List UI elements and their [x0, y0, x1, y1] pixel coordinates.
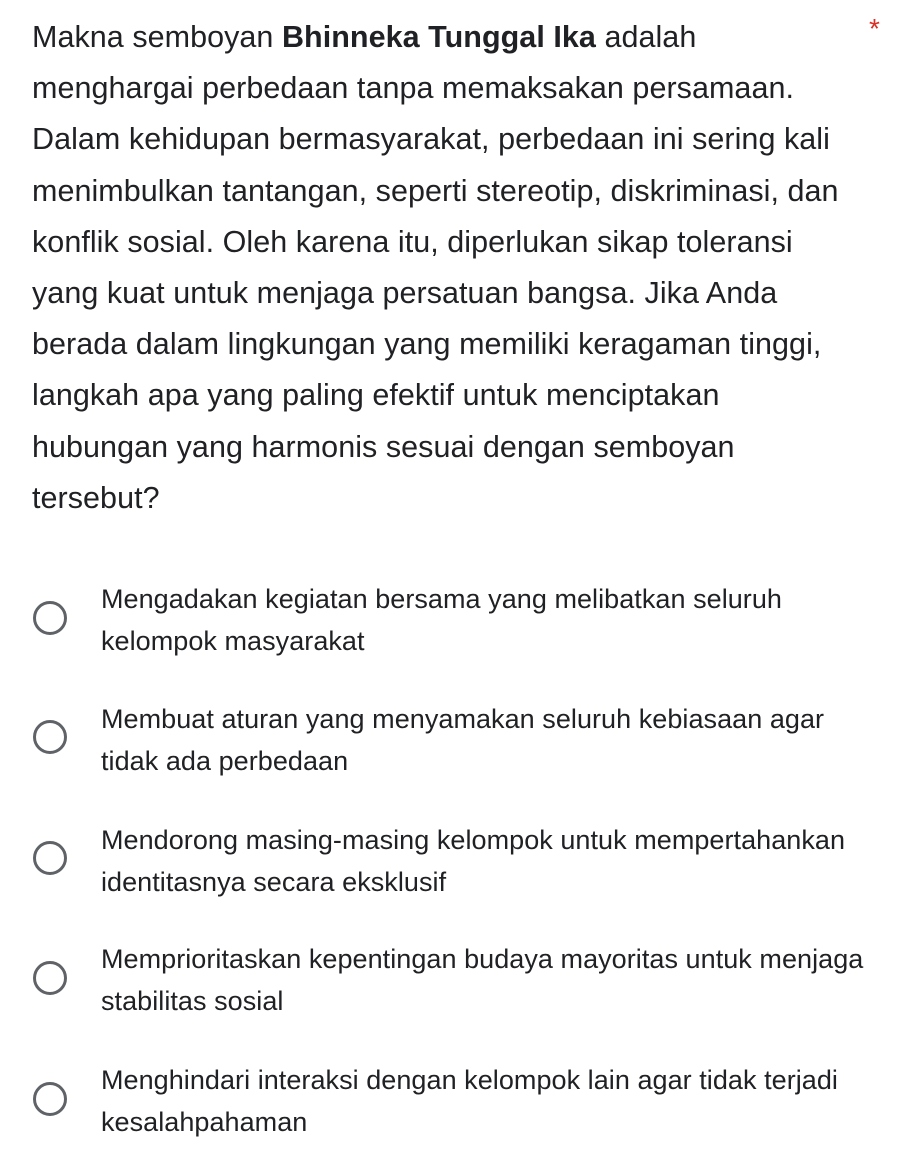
question-text-intro: Makna semboyan [32, 20, 282, 54]
option-1[interactable] [0, 575, 903, 665]
option-2[interactable] [0, 695, 903, 785]
question-text-body: adalah menghargai perbedaan tanpa memaksakan persamaan. Dalam kehidupan bermasyarakat, perbedaan ini sering kali menimbulkan tantangan, seperti stereotip, diskriminasi, dan konflik sosial. Oleh karena itu, diperlukan sikap toleransi yang kuat untuk menjaga persatuan bangsa. Jika Anda berada dalam lingkungan yang memiliki keragaman tinggi, langkah apa yang paling efektif untuk menciptakan hubungan yang harmonis sesuai dengan semboyan tersebut? [32, 20, 839, 515]
radio-circle-icon[interactable] [33, 841, 67, 875]
option-label: Memprioritaskan kepentingan budaya mayoritas untuk menjaga stabilitas sosial [101, 944, 864, 1016]
option-label: Mengadakan kegiatan bersama yang melibatkan seluruh kelompok masyarakat [101, 584, 782, 656]
option-label: Mendorong masing-masing kelompok untuk mempertahankan identitasnya secara eksklusif [101, 825, 846, 897]
question-text-motto: Bhinneka Tunggal Ika [281, 20, 596, 54]
question-text [32, 12, 852, 524]
option-4[interactable] [0, 935, 903, 1025]
option-label: Menghindari interaksi dengan kelompok lain agar tidak terjadi kesalahpahaman [101, 1065, 838, 1137]
radio-circle-icon[interactable] [33, 720, 67, 754]
radio-circle-icon[interactable] [33, 961, 67, 995]
radio-circle-icon[interactable] [33, 1082, 67, 1116]
required-marker: * [869, 13, 880, 44]
option-5[interactable] [0, 1056, 903, 1146]
option-label: Membuat aturan yang menyamakan seluruh kebiasaan agar tidak ada perbedaan [101, 704, 825, 776]
option-3[interactable] [0, 816, 903, 906]
radio-circle-icon[interactable] [33, 601, 67, 635]
